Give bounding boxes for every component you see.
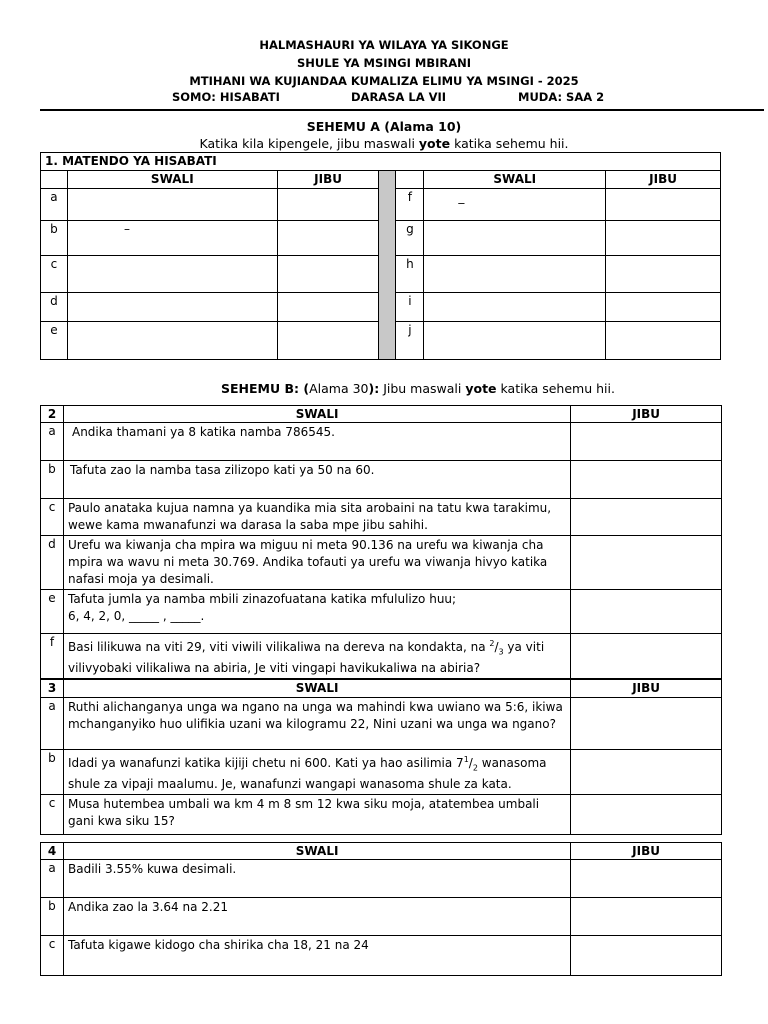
swali-header: SWALI [63, 680, 570, 698]
answer-cell[interactable] [571, 750, 722, 795]
item-letter: e [41, 322, 68, 360]
question-text: Idadi ya wanafunzi katika kijiji chetu ni 600. Kati ya hao asilimia $7^1/_2$ wanasoma shule za vipaji maalumu. Je, wanafunzi wangapi wanasoma shule za kata. [63, 750, 570, 795]
question-cell [67, 256, 277, 293]
question-1-title: 1. MATENDO YA HISABATI [41, 153, 721, 171]
header-divider [40, 109, 764, 111]
answer-cell[interactable] [277, 322, 379, 360]
subject-label: SOMO: HISABATI [172, 90, 280, 104]
answer-cell[interactable] [571, 461, 722, 499]
answer-cell[interactable] [571, 898, 722, 936]
item-letter: a [41, 698, 64, 750]
answer-cell[interactable] [277, 189, 379, 221]
question-cell [67, 322, 277, 360]
answer-cell[interactable] [571, 423, 722, 461]
question-text: Andika zao la 3.64 na 2.21 [63, 898, 570, 936]
answer-cell[interactable] [571, 536, 722, 590]
question-text: Ruthi alichanganya unga wa ngano na unga wa mahindi kwa uwiano wa 5:6, ikiwa mchanganyiko huo ulifikia uzani wa kilogramu 22, Nini uzani wa unga wa ngano? [63, 698, 570, 750]
question-cell [67, 189, 277, 221]
answer-cell[interactable] [606, 322, 721, 360]
item-letter: b [41, 221, 68, 256]
question-number: 2 [41, 406, 64, 423]
swali-header: SWALI [63, 406, 570, 423]
duration-label: MUDA: SAA 2 [518, 90, 605, 104]
item-letter: j [396, 322, 424, 360]
answer-cell[interactable] [571, 860, 722, 898]
section-b-title: SEHEMU B: (Alama 30): Jibu maswali yote katika sehemu hii. [221, 381, 615, 396]
item-letter: b [41, 750, 64, 795]
district-name: HALMASHAURI YA WILAYA YA SIKONGE [259, 38, 509, 52]
item-letter: f [41, 634, 64, 679]
swali-header: SWALI [424, 171, 606, 189]
item-letter: d [41, 293, 68, 322]
item-letter: b [41, 898, 64, 936]
question-number: 4 [41, 843, 64, 860]
section-a-table [40, 152, 721, 360]
answer-cell[interactable] [606, 221, 721, 256]
question-cell [424, 221, 606, 256]
question-text: Andika thamani ya 8 katika namba 786545. [63, 423, 570, 461]
jibu-header: JIBU [606, 171, 721, 189]
question-cell [67, 293, 277, 322]
question-3-table [40, 679, 722, 835]
section-a-instructions: Katika kila kipengele, jibu maswali yote katika sehemu hii. [199, 136, 569, 151]
item-letter: c [41, 256, 68, 293]
item-letter: b [41, 461, 64, 499]
question-cell [424, 256, 606, 293]
answer-cell[interactable] [571, 499, 722, 536]
answer-cell[interactable] [571, 698, 722, 750]
question-text: Paulo anataka kujua namna ya kuandika mia sita arobaini na tatu kwa tarakimu, wewe kama mwanafunzi wa darasa la saba mpe jibu sahihi. [63, 499, 570, 536]
answer-cell[interactable] [606, 189, 721, 221]
answer-cell[interactable] [571, 795, 722, 835]
item-letter: a [41, 189, 68, 221]
item-letter: f [396, 189, 424, 221]
exam-title: MTIHANI WA KUJIANDAA KUMALIZA ELIMU YA MSINGI - 2025 [189, 74, 579, 88]
item-letter: a [41, 860, 64, 898]
question-text: Tafuta kigawe kidogo cha shirika cha 18, 21 na 24 [63, 936, 570, 976]
exam-header [0, 36, 768, 90]
item-letter: d [41, 536, 64, 590]
jibu-header: JIBU [571, 406, 722, 423]
item-letter: c [41, 499, 64, 536]
answer-cell[interactable] [571, 590, 722, 634]
question-cell [424, 293, 606, 322]
question-text: Tafuta jumla ya namba mbili zinazofuatana katika mfululizo huu; 6, 4, 2, 0, _____ , _____. [63, 590, 570, 634]
question-4-table [40, 842, 722, 976]
item-letter: c [41, 936, 64, 976]
answer-cell[interactable] [277, 221, 379, 256]
jibu-header: JIBU [571, 680, 722, 698]
item-letter: a [41, 423, 64, 461]
item-letter: c [41, 795, 64, 835]
question-text: Badili 3.55% kuwa desimali. [63, 860, 570, 898]
question-cell [424, 322, 606, 360]
answer-cell[interactable] [571, 936, 722, 976]
question-text: Basi lilikuwa na viti 29, viti viwili vilikaliwa na dereva na kondakta, na $^2/_3$ ya viti vilivyobaki vilikaliwa na abiria, Je viti vingapi havikukaliwa na abiria? [63, 634, 570, 679]
question-2-table [40, 405, 722, 679]
column-separator [379, 171, 396, 360]
answer-cell[interactable] [606, 293, 721, 322]
jibu-header: JIBU [571, 843, 722, 860]
school-name: SHULE YA MSINGI MBIRANI [296, 56, 472, 70]
question-number: 3 [41, 680, 64, 698]
item-letter: e [41, 590, 64, 634]
item-letter: i [396, 293, 424, 322]
question-cell: – [67, 221, 277, 256]
section-a-title: SEHEMU A (Alama 10) [306, 119, 462, 134]
question-cell: _ [424, 189, 606, 221]
class-label: DARASA LA VII [351, 90, 447, 104]
item-letter: g [396, 221, 424, 256]
swali-header: SWALI [63, 843, 570, 860]
question-text: Tafuta zao la namba tasa zilizopo kati ya 50 na 60. [63, 461, 570, 499]
jibu-header: JIBU [277, 171, 379, 189]
answer-cell[interactable] [606, 256, 721, 293]
swali-header: SWALI [67, 171, 277, 189]
question-text: Musa hutembea umbali wa km 4 m 8 sm 12 kwa siku moja, atatembea umbali gani kwa siku 15? [63, 795, 570, 835]
question-text: Urefu wa kiwanja cha mpira wa miguu ni meta 90.136 na urefu wa kiwanja cha mpira wa wavu ni meta 30.769. Andika tofauti ya urefu wa viwanja hivyo katika nafasi moja ya desimali. [63, 536, 570, 590]
answer-cell[interactable] [277, 293, 379, 322]
item-letter: h [396, 256, 424, 293]
answer-cell[interactable] [571, 634, 722, 679]
answer-cell[interactable] [277, 256, 379, 293]
